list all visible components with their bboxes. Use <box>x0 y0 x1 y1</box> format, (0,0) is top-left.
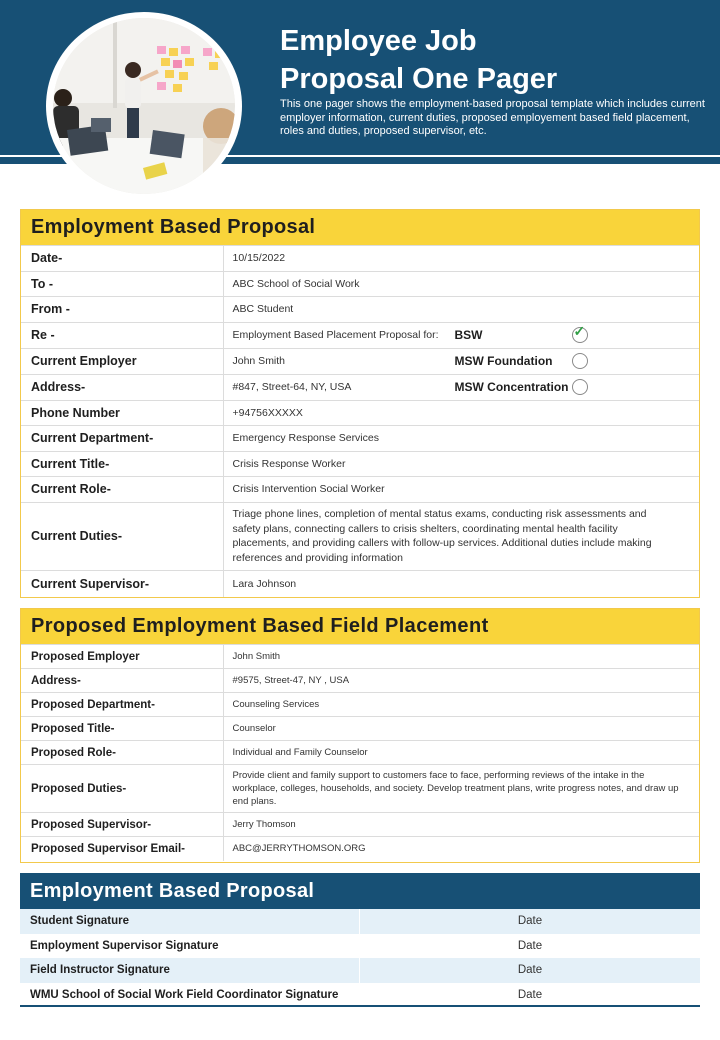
address-value: #847, Street-64, NY, USA <box>232 380 352 393</box>
employer-value: John Smith <box>232 354 286 367</box>
table-row <box>21 400 699 426</box>
table-row <box>21 246 699 272</box>
table-row <box>21 477 699 503</box>
signature-label: Student Signature <box>20 909 360 934</box>
table-row <box>21 693 699 717</box>
employment-heading: Employment Based Proposal <box>21 210 699 245</box>
table-row <box>21 322 699 348</box>
signature-label: WMU School of Social Work Field Coordinator Signature <box>20 983 360 1008</box>
employment-table <box>21 245 699 597</box>
placement-heading: Proposed Employment Based Field Placement <box>21 609 699 644</box>
row-label: From - <box>21 297 223 323</box>
signature-row <box>20 983 700 1008</box>
row-label: Current Duties- <box>21 502 223 570</box>
option-bsw-label: BSW <box>454 327 483 342</box>
office-photo <box>53 18 235 194</box>
table-row <box>21 451 699 477</box>
row-value: Emergency Response Services <box>223 426 699 452</box>
table-row <box>21 765 699 813</box>
option-msw-foundation-label: MSW Foundation <box>454 353 553 368</box>
table-row <box>21 271 699 297</box>
option-msw-foundation-radio[interactable] <box>572 353 588 369</box>
row-value: Triage phone lines, completion of mental status exams, conducting risk assessments and safety plans, connecting callers to crisis shelters, coordinating mental health facility placements, and providing callers with follow-up services. Additional duties include making references and providing information <box>223 502 699 570</box>
row-value: Individual and Family Counselor <box>223 741 699 765</box>
signature-row <box>20 958 700 983</box>
option-msw-concentration-label: MSW Concentration <box>454 379 569 394</box>
row-value: Lara Johnson <box>223 570 699 597</box>
table-row <box>21 348 699 374</box>
row-label: Proposed Duties- <box>21 765 223 813</box>
row-value: #9575, Street-47, NY , USA <box>223 669 699 693</box>
row-value <box>223 374 699 400</box>
signature-date: Date <box>517 988 543 1001</box>
signature-date: Date <box>517 939 543 952</box>
signature-row <box>20 909 700 934</box>
row-value: Crisis Intervention Social Worker <box>223 477 699 503</box>
placement-table <box>21 644 699 861</box>
signature-heading: Employment Based Proposal <box>20 873 700 909</box>
row-label: Current Title- <box>21 451 223 477</box>
title-line-2: Proposal One Pager <box>280 63 558 95</box>
row-value: +94756XXXXX <box>223 400 699 426</box>
row-label: Current Department- <box>21 426 223 452</box>
row-label: Address- <box>21 374 223 400</box>
table-row <box>21 645 699 669</box>
table-row <box>21 297 699 323</box>
re-value: Employment Based Placement Proposal for: <box>232 328 439 341</box>
row-value: Crisis Response Worker <box>223 451 699 477</box>
row-value: Counselor <box>223 717 699 741</box>
row-value <box>223 348 699 374</box>
row-value: John Smith <box>223 645 699 669</box>
signature-date: Date <box>517 964 543 977</box>
table-row <box>21 570 699 597</box>
page-title <box>280 22 700 98</box>
row-label: Date- <box>21 246 223 272</box>
row-value: ABC Student <box>223 297 699 323</box>
signature-date: Date <box>517 915 543 928</box>
table-row <box>21 837 699 861</box>
row-label: To - <box>21 271 223 297</box>
title-line-1: Employee Job <box>280 25 477 57</box>
row-label: Proposed Supervisor Email- <box>21 837 223 861</box>
row-value: Counseling Services <box>223 693 699 717</box>
row-label: Current Supervisor- <box>21 570 223 597</box>
table-row <box>21 426 699 452</box>
placement-section <box>20 608 700 863</box>
row-label: Proposed Employer <box>21 645 223 669</box>
signature-bottom-rule <box>20 1005 700 1007</box>
table-row <box>21 502 699 570</box>
table-row <box>21 741 699 765</box>
row-value: ABC School of Social Work <box>223 271 699 297</box>
row-value: 10/15/2022 <box>223 246 699 272</box>
table-row <box>21 717 699 741</box>
row-label: Proposed Department- <box>21 693 223 717</box>
table-row <box>21 374 699 400</box>
table-row <box>21 813 699 837</box>
row-label: Proposed Supervisor- <box>21 813 223 837</box>
signature-label: Employment Supervisor Signature <box>20 934 360 959</box>
check-icon: ✓ <box>573 322 586 339</box>
option-msw-concentration-radio[interactable] <box>572 379 588 395</box>
row-label: Current Role- <box>21 477 223 503</box>
row-value: Provide client and family support to customers face to face, performing reviews of the intake in the workplace, colleges, households, and society. Develop treatment plans, write progress notes, and draw up end plans. <box>223 765 699 813</box>
row-label: Re - <box>21 322 223 348</box>
page-subtitle: This one pager shows the employment-based proposal template which includes current employer information, current duties, proposed employement based field placement, roles and duties, proposed supervisor, etc. <box>280 98 705 137</box>
row-value <box>223 322 699 348</box>
signature-label: Field Instructor Signature <box>20 958 360 983</box>
row-label: Current Employer <box>21 348 223 374</box>
signature-row <box>20 934 700 959</box>
row-label: Address- <box>21 669 223 693</box>
signature-section <box>20 873 700 1007</box>
row-value: ABC@JERRYTHOMSON.ORG <box>223 837 699 861</box>
row-value: Jerry Thomson <box>223 813 699 837</box>
table-row <box>21 669 699 693</box>
row-label: Proposed Title- <box>21 717 223 741</box>
row-label: Phone Number <box>21 400 223 426</box>
employment-section <box>20 209 700 598</box>
row-label: Proposed Role- <box>21 741 223 765</box>
